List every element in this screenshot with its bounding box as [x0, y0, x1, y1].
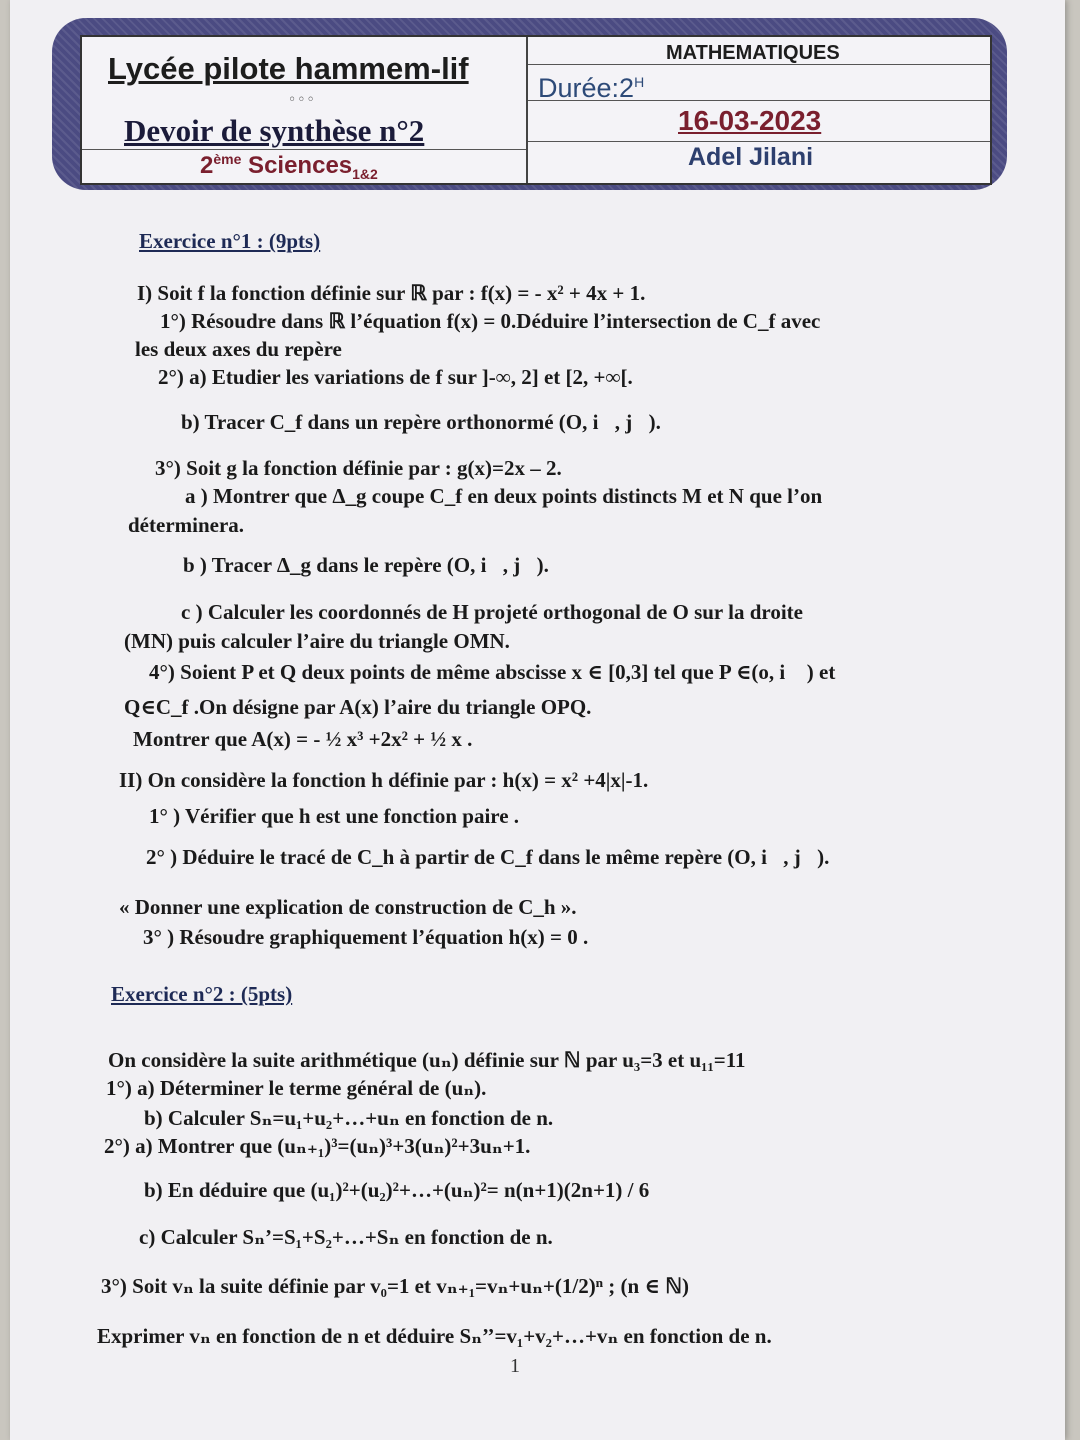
duration: $Durée:2^H$	[538, 73, 645, 103]
exercise-line: (MN) puis calculer l’aire du triangle OMN.	[124, 629, 510, 653]
ornament: ◦◦◦	[288, 92, 316, 108]
exercise-line: c ) Calculer les coordonnés de H projeté orthogonal de O sur la droite	[181, 600, 803, 624]
page-number: 1	[510, 1355, 520, 1377]
school-name: Lycée pilote hammem-lif	[108, 51, 469, 86]
exercise-line: I) Soit f la fonction définie sur ℝ par : f(x) = - x² + 4x + 1.	[137, 281, 646, 305]
exercise-line: « Donner une explication de construction de C_h ».	[119, 895, 577, 919]
header-divider	[526, 37, 528, 183]
exercise-title: Exercice n°2 : (5pts)	[111, 982, 293, 1006]
exercise-line: 3°) Soit vₙ la suite définie par v₀=1 et vₙ₊₁=vₙ+uₙ+(1/2)ⁿ ; (n ∈ ℕ)	[101, 1274, 690, 1298]
exercise-line: a ) Montrer que Δ_g coupe C_f en deux points distincts M et N que l’on	[185, 484, 823, 508]
exercise-line: On considère la suite arithmétique (uₙ) définie sur ℕ par u₃=3 et u₁₁=11	[108, 1048, 746, 1072]
exercise-line: 4°) Soient P et Q deux points de même abscisse x ∈ [0,3] tel que P ∈(o, i⃗ ) et	[149, 660, 836, 684]
exercise-line: Exprimer vₙ en fonction de n et déduire Sₙ’’=v₁+v₂+…+vₙ en fonction de n.	[97, 1324, 772, 1348]
exercise-title: Exercice n°1 : (9pts)	[139, 229, 321, 253]
exercise-line: b) En déduire que (u₁)²+(u₂)²+…+(uₙ)²= n(n+1)(2n+1) / 6	[144, 1178, 650, 1202]
header-rule	[82, 149, 526, 150]
exercise-line: b) Calculer Sₙ=u₁+u₂+…+uₙ en fonction de n.	[144, 1106, 554, 1130]
exercise-line: Q∈C_f .On désigne par A(x) l’aire du triangle OPQ.	[124, 695, 592, 719]
exercise-line: déterminera.	[128, 513, 245, 537]
exercise-line: c) Calculer Sₙ’=S₁+S₂+…+Sₙ en fonction de n.	[139, 1225, 553, 1249]
exam-date: 16-03-2023	[678, 105, 822, 136]
exercise-line: b ) Tracer Δ_g dans le repère (O, i⃗, j⃗).	[183, 553, 549, 577]
exercise-line: 2°) a) Montrer que (uₙ₊₁)³=(uₙ)³+3(uₙ)²+3uₙ+1.	[104, 1134, 531, 1158]
exercise-line: 2°) a) Etudier les variations de f sur ]-∞, 2] et [2, +∞[.	[158, 365, 633, 389]
exercise-line: Montrer que A(x) = - ½ x³ +2x² + ½ x .	[133, 727, 473, 751]
subject: MATHEMATIQUES	[666, 42, 840, 64]
class-label: 2ème Sciences$_{1\&2}$	[200, 151, 378, 182]
exercise-line: les deux axes du repère	[135, 337, 342, 361]
exam-title: Devoir de synthèse n°2	[124, 113, 425, 148]
exercise-line: 3°) Soit g la fonction définie par : g(x)=2x – 2.	[155, 456, 562, 480]
exercise-line: 2° ) Déduire le tracé de C_h à partir de C_f dans le même repère (O, i⃗, j⃗).	[146, 845, 830, 869]
exercise-line: 1° ) Vérifier que h est une fonction paire .	[149, 804, 520, 828]
exercise-line: 1°) a) Déterminer le terme général de (uₙ).	[106, 1076, 487, 1100]
exercise-line: b) Tracer C_f dans un repère orthonormé (O, i⃗, j⃗).	[181, 410, 661, 434]
header-box	[80, 35, 992, 185]
author-name: Adel Jilani	[688, 143, 814, 171]
exercise-line: 3° ) Résoudre graphiquement l’équation h(x) = 0 .	[143, 925, 589, 949]
header-rule	[528, 141, 990, 142]
exercise-line: II) On considère la fonction h définie par : h(x) = x² +4|x|-1.	[119, 768, 649, 792]
exercise-line: 1°) Résoudre dans ℝ l’équation f(x) = 0.Déduire l’intersection de C_f avec	[160, 309, 821, 333]
